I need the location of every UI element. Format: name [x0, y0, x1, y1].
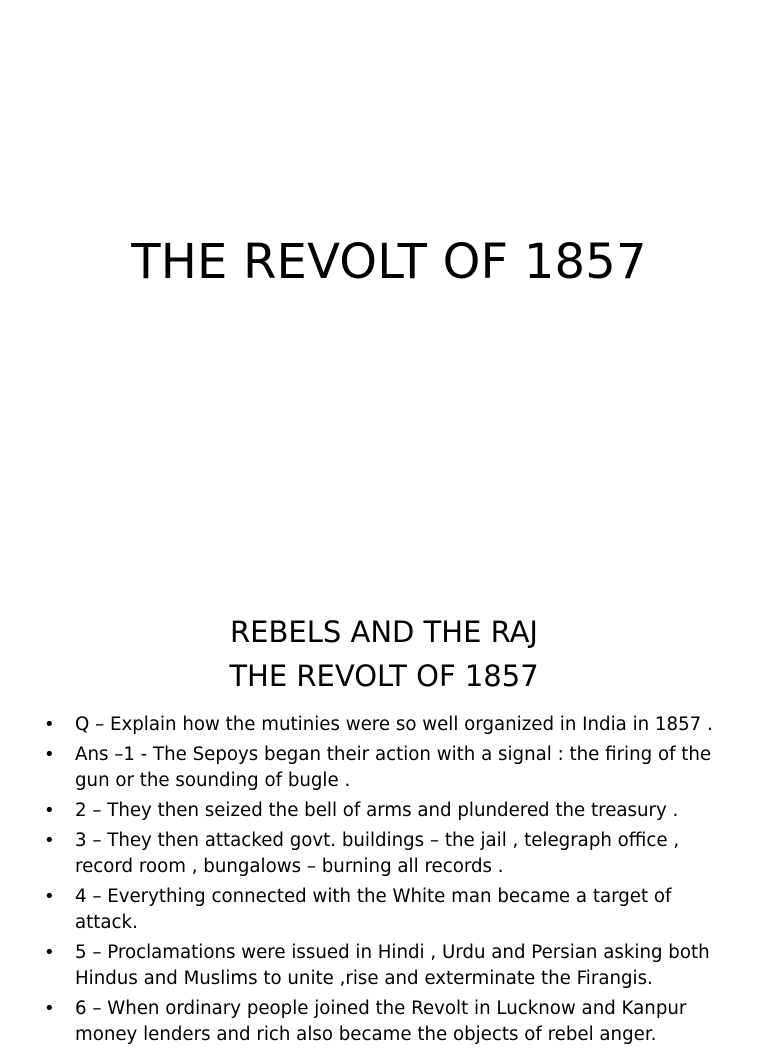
bullet-text: 2 – They then seized the bell of arms and plundered the treasury . [75, 800, 679, 821]
content-slide-title [0, 610, 768, 698]
bullet-item [0, 828, 768, 880]
bullet-text: 6 – When ordinary people joined the Revolt in Lucknow and Kanpur money lenders and rich also became the objects of rebel anger. [75, 998, 687, 1045]
bullet-icon: • [44, 942, 55, 963]
title-line-1: REBELS AND THE RAJ [230, 615, 538, 649]
bullet-item [0, 884, 768, 936]
bullet-icon: • [44, 744, 55, 765]
bullet-icon: • [44, 886, 55, 907]
bullet-item [0, 712, 768, 738]
bullet-item [0, 940, 768, 992]
bullet-icon: • [44, 714, 55, 735]
slide-title: THE REVOLT OF 1857 [131, 234, 647, 290]
bullet-item [0, 742, 768, 794]
bullet-text: 5 – Proclamations were issued in Hindi , Urdu and Persian asking both Hindus and Muslims to unite ,rise and exterminate the Firangis. [75, 942, 710, 989]
bullet-item [0, 996, 768, 1048]
content-slide [0, 576, 768, 1045]
bullet-text: Q – Explain how the mutinies were so well organized in India in 1857 . [75, 714, 713, 735]
bullet-icon: • [44, 800, 55, 821]
bullet-text: 4 – Everything connected with the White man became a target of attack. [75, 886, 672, 933]
title-line-2: THE REVOLT OF 1857 [229, 659, 539, 693]
bullet-item [0, 798, 768, 824]
bullet-text: Ans –1 - The Sepoys began their action with a signal : the firing of the gun or the sounding of bugle . [75, 744, 712, 791]
bullet-list [0, 712, 768, 1052]
bullet-icon: • [44, 830, 55, 851]
bullet-text: 3 – They then attacked govt. buildings – the jail , telegraph office , record room , bungalows – burning all records . [75, 830, 680, 877]
bullet-icon: • [44, 998, 55, 1019]
